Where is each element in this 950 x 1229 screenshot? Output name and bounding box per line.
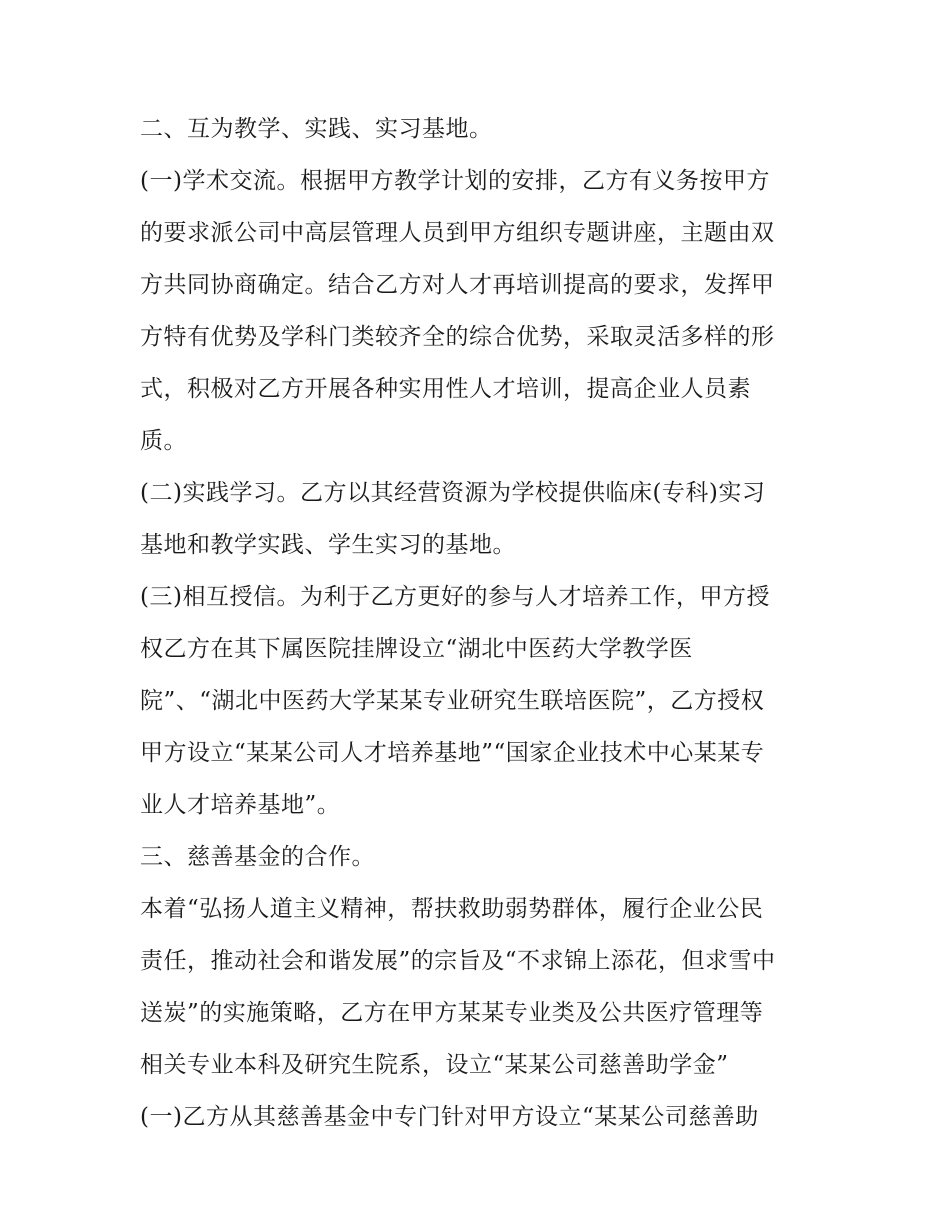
- paragraph-line: 责任，推动社会和谐发展”的宗旨及“不求锦上添花，但求雪中: [140, 948, 776, 974]
- paragraph-line: 业人才培养基地”。: [140, 792, 341, 818]
- paragraph-line: 送炭”的实施策略，乙方在甲方某某专业类及公共医疗管理等: [140, 1000, 764, 1026]
- paragraph-line: (三)相互授信。为利于乙方更好的参与人才培养工作，甲方授: [140, 584, 770, 610]
- paragraph-line: 方共同协商确定。结合乙方对人才再培训提高的要求，发挥甲: [140, 272, 775, 298]
- paragraph-line: 方特有优势及学科门类较齐全的综合优势，采取灵活多样的形: [140, 324, 775, 350]
- paragraph-line: 本着“弘扬人道主义精神，帮扶救助弱势群体，履行企业公民: [140, 896, 764, 922]
- paragraph-line: 甲方设立“某某公司人才培养基地”“国家企业技术中心某某专: [140, 740, 765, 766]
- paragraph-line: (一)学术交流。根据甲方教学计划的安排，乙方有义务按甲方: [140, 168, 770, 194]
- paragraph-line: (二)实践学习。乙方以其经营资源为学校提供临床(专科)实习: [140, 480, 766, 506]
- paragraph-line: 基地和教学实践、学生实习的基地。: [140, 532, 516, 558]
- paragraph-line: (一)乙方从其慈善基金中专门针对甲方设立“某某公司慈善助: [140, 1104, 759, 1130]
- section-heading-2: 二、互为教学、实践、实习基地。: [140, 116, 493, 142]
- paragraph-line: 式，积极对乙方开展各种实用性人才培训，提高企业人员素: [140, 376, 751, 402]
- section-heading-3: 三、慈善基金的合作。: [140, 844, 375, 870]
- paragraph-line: 质。: [140, 428, 187, 454]
- paragraph-line: 的要求派公司中高层管理人员到甲方组织专题讲座，主题由双: [140, 220, 775, 246]
- paragraph-line: 权乙方在其下属医院挂牌设立“湖北中医药大学教学医: [140, 636, 693, 662]
- paragraph-line: 院”、“湖北中医药大学某某专业研究生联培医院”，乙方授权: [140, 688, 765, 714]
- paragraph-line: 相关专业本科及研究生院系，设立“某某公司慈善助学金”: [140, 1052, 729, 1078]
